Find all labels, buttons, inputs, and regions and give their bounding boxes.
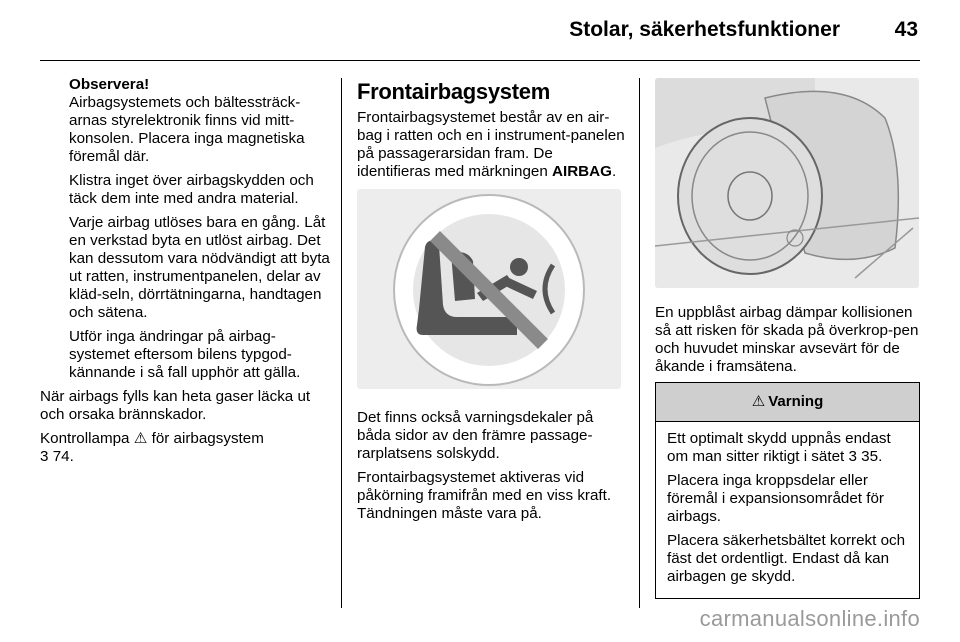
- note-paragraph: Klistra inget över airbagskydden och täck dem inte med andra material.: [69, 172, 314, 207]
- ref-arrow-icon: 3: [40, 448, 49, 465]
- column-divider-left: [341, 78, 342, 608]
- warning-header: [656, 383, 919, 422]
- middle-column: [357, 79, 629, 529]
- note-paragraph: Airbagsystemets och bältessträck-arnas styrelektronik finns vid mitt-konsolen. Placera inga magnetiska föremål där.: [69, 94, 305, 165]
- airbag-illustration: [655, 78, 919, 288]
- warning-paragraph: Placera inga kroppsdelar eller föremål i expansionsområdet för airbags.: [667, 472, 884, 525]
- airbag-marking: AIRBAG: [552, 163, 612, 180]
- watermark: carmanualsonline.info: [699, 606, 920, 631]
- warning-body: [656, 422, 919, 598]
- inflated-airbag-paragraph: En uppblåst airbag dämpar kollisionen så att risken för skada på överkrop-pen och huvudet minskar avsevärt för de åkande i framsätena.: [655, 304, 919, 375]
- intro-paragraph: Frontairbagsystemet består av en air-bag i ratten och en i instrument-panelen på passagerarsidan fram. De identifieras med märkningen AIRBAG.: [357, 109, 625, 180]
- note-block: [40, 76, 330, 382]
- right-column: [655, 78, 920, 599]
- warning-triangle-icon: ⚠: [751, 393, 766, 410]
- section-heading: Frontairbagsystem: [357, 79, 550, 104]
- note-paragraph: Utför inga ändringar på airbag-systemet eftersom bilens typgod-kännande i så fall upphör att gälla.: [69, 328, 301, 381]
- note-paragraph: Varje airbag utlöses bara en gång. Låt en verkstad byta en utlöst airbag. Det kan dessutom vara nödvändigt att byta ut ratten, instrumentpanelen, delar av kläd-seln, dörrtätningarna, handtagen och sätena.: [69, 214, 330, 321]
- airbag-lamp-icon: ⚠: [133, 430, 148, 447]
- control-lamp-paragraph: Kontrollampa ⚠ för airbagsystem 3 74.: [40, 430, 264, 465]
- warning-box: [655, 382, 920, 599]
- page-reference: 35.: [861, 448, 883, 465]
- hot-gases-paragraph: När airbags fylls kan heta gaser läcka ut och orsaka brännskador.: [40, 388, 311, 423]
- page-header: [0, 0, 960, 62]
- left-column: [40, 76, 330, 472]
- no-rear-facing-child-seat-icon: [357, 189, 621, 389]
- warning-paragraph: Ett optimalt skydd uppnås endast om man sitter riktigt i sätet 3 35.: [667, 430, 891, 465]
- child-seat-warning-figure: [357, 189, 621, 389]
- note-heading: Observera!: [69, 76, 150, 93]
- warning-paragraph: Placera säkerhetsbältet korrekt och fäst det ordentligt. Endast då kan airbagen ge skydd.: [667, 532, 906, 585]
- inflated-airbags-icon: [655, 78, 919, 288]
- column-divider-right: [639, 78, 640, 608]
- page-number: 43: [894, 18, 918, 41]
- activation-paragraph: Frontairbagsystemet aktiveras vid påkörning framifrån med en viss kraft. Tändningen måste vara på.: [357, 469, 612, 522]
- header-rule: [40, 60, 920, 61]
- page-reference: 74.: [52, 448, 74, 465]
- decals-paragraph: Det finns också varningsdekaler på båda sidor av den främre passage-rarplatsens solskydd.: [357, 409, 594, 462]
- ref-arrow-icon: 3: [848, 448, 857, 465]
- section-title: Stolar, säkerhetsfunktioner: [569, 18, 840, 41]
- warning-title: Varning: [768, 393, 824, 410]
